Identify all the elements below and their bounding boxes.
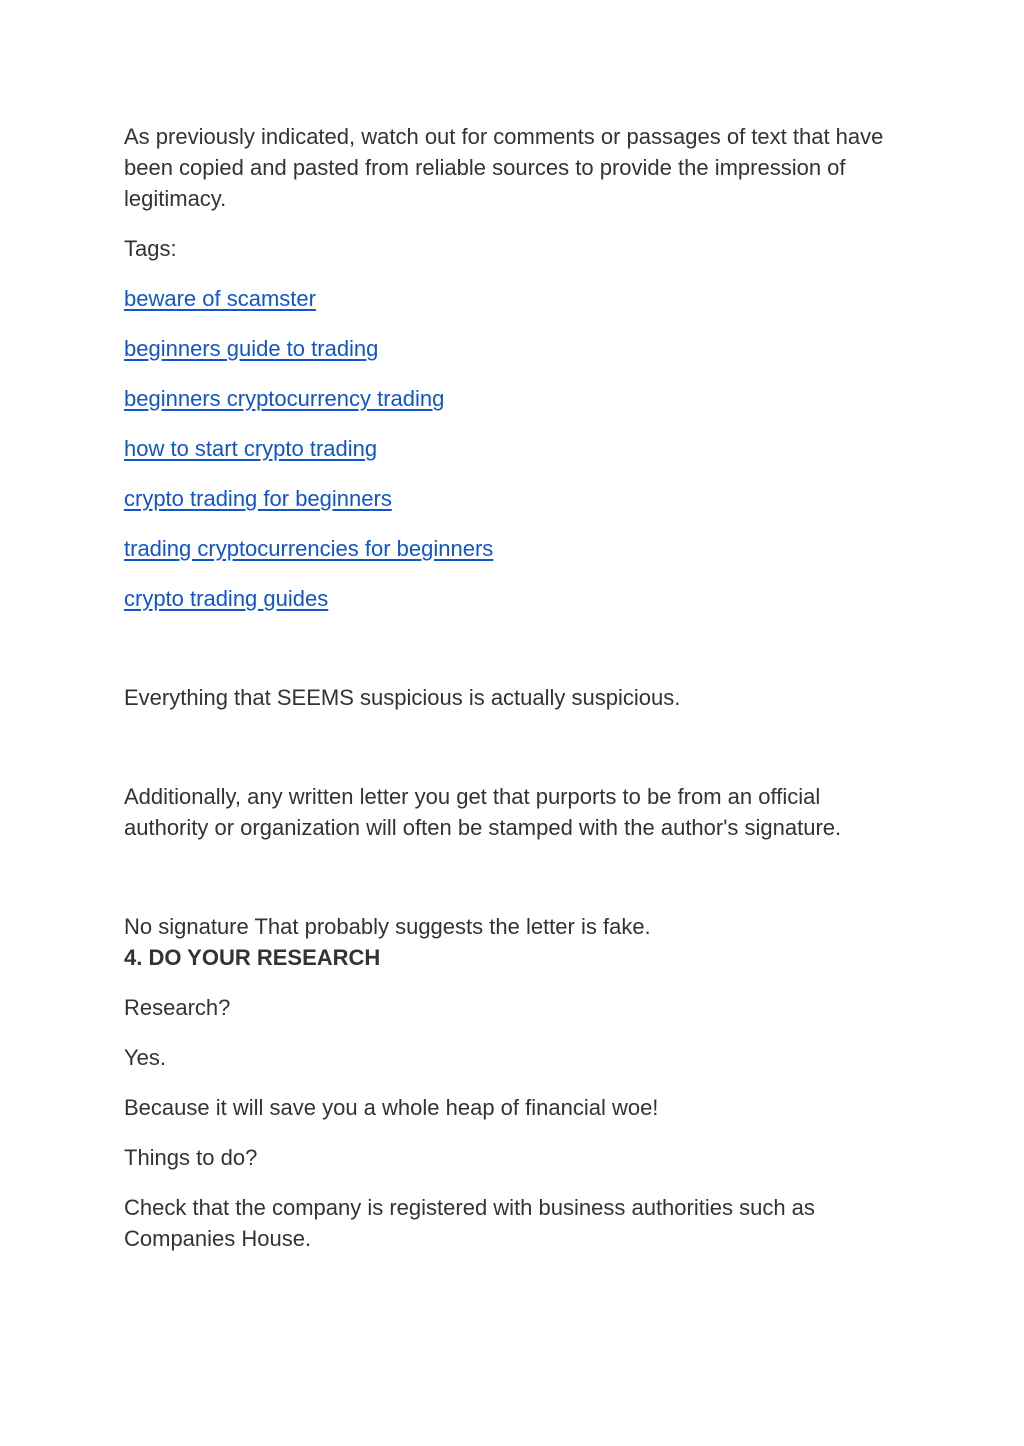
tag-link-beginners-cryptocurrency-trading[interactable]: beginners cryptocurrency trading: [124, 386, 445, 411]
tag-list: [124, 283, 904, 614]
tag-link-beginners-guide-to-trading[interactable]: beginners guide to trading: [124, 336, 379, 361]
things-to-do: Things to do?: [124, 1145, 258, 1170]
tag-link-trading-cryptocurrencies-for-beginners[interactable]: trading cryptocurrencies for beginners: [124, 536, 494, 561]
letter-paragraph: Additionally, any written letter you get that purports to be from an official authority or organization will often be stamped with the author's signature.: [124, 784, 842, 840]
tag-link-crypto-trading-guides[interactable]: crypto trading guides: [124, 586, 329, 611]
section-heading: 4. DO YOUR RESEARCH: [124, 945, 381, 970]
research-question: Research?: [124, 995, 231, 1020]
intro-paragraph: As previously indicated, watch out for comments or passages of text that have been copied and pasted from reliable sources to provide the impression of legitimacy.: [124, 124, 884, 211]
document-page: [124, 121, 904, 1254]
tag-link-how-to-start-crypto-trading[interactable]: how to start crypto trading: [124, 436, 378, 461]
tags-label: Tags:: [124, 236, 177, 261]
suspicious-paragraph: Everything that SEEMS suspicious is actually suspicious.: [124, 685, 681, 710]
tag-link-crypto-trading-for-beginners[interactable]: crypto trading for beginners: [124, 486, 392, 511]
research-reason: Because it will save you a whole heap of financial woe!: [124, 1095, 659, 1120]
check-company-paragraph: Check that the company is registered with business authorities such as Companies House.: [124, 1195, 815, 1251]
no-signature-paragraph: No signature That probably suggests the letter is fake.: [124, 914, 651, 939]
tag-link-beware-of-scamster[interactable]: beware of scamster: [124, 286, 316, 311]
research-answer: Yes.: [124, 1045, 167, 1070]
